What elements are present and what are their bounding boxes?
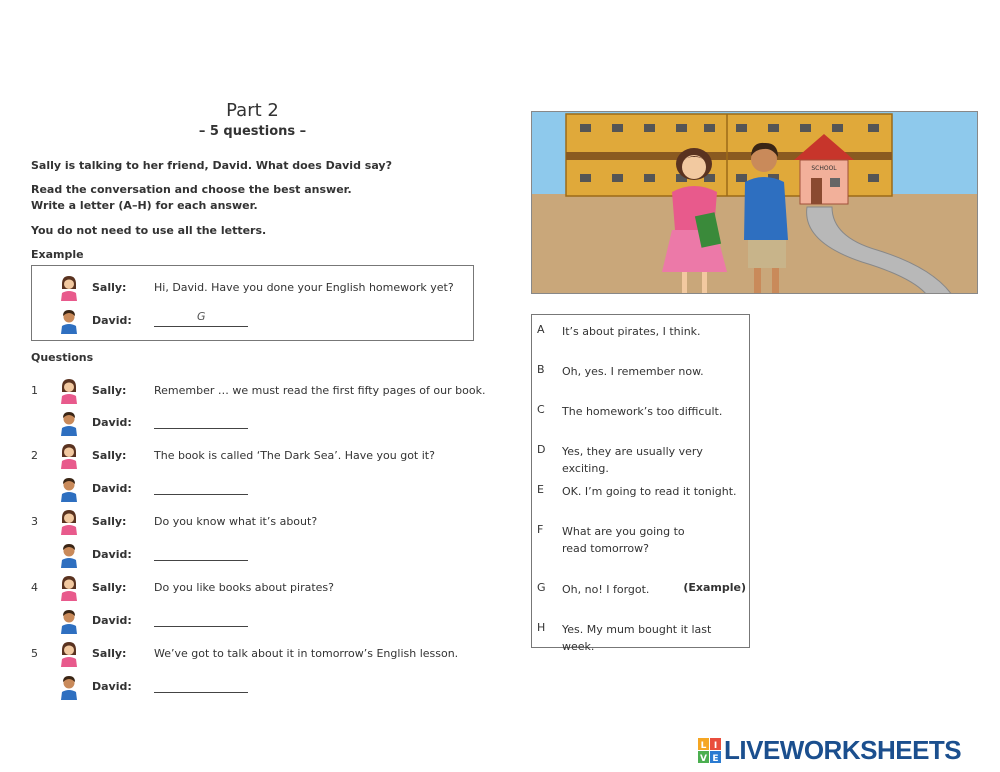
- speaker-david: David:: [92, 482, 132, 495]
- page-title: Part 2: [226, 100, 279, 121]
- svg-text:E: E: [712, 754, 719, 764]
- school-scene-illustration: [531, 111, 978, 294]
- example-label: Example: [31, 248, 84, 261]
- speaker-david: David:: [92, 680, 132, 693]
- question-number: 1: [31, 384, 38, 397]
- answer-row: [31, 674, 511, 702]
- question-number: 3: [31, 515, 38, 528]
- option-letter: C: [537, 403, 545, 416]
- page-subtitle: – 5 questions –: [198, 124, 307, 139]
- question-row: [31, 443, 511, 471]
- question-line: Do you like books about pirates?: [154, 581, 334, 594]
- answer-input-1[interactable]: [154, 428, 248, 429]
- option-text: Oh, no! I forgot.: [562, 583, 650, 596]
- answer-options-box: [531, 314, 750, 653]
- answer-row: [31, 410, 511, 438]
- option-text: It’s about pirates, I think.: [562, 325, 701, 338]
- answer-input-5[interactable]: [154, 692, 248, 693]
- david-avatar-icon: [58, 410, 80, 436]
- sally-avatar-icon: [58, 575, 80, 601]
- option-letter: E: [537, 483, 544, 496]
- speaker-sally: Sally:: [92, 449, 127, 462]
- option-letter: F: [537, 523, 544, 536]
- question-row: [31, 575, 511, 603]
- example-box: [31, 265, 474, 341]
- svg-text:V: V: [700, 754, 707, 764]
- option-text: The homework’s too difficult.: [562, 405, 723, 418]
- example-marker: (Example): [683, 581, 746, 594]
- question-number: 4: [31, 581, 38, 594]
- questions-list: [31, 378, 511, 708]
- question-line: Do you know what it’s about?: [154, 515, 318, 528]
- option-letter: B: [537, 363, 545, 376]
- sally-avatar-icon: [58, 275, 80, 301]
- question-number: 5: [31, 647, 38, 660]
- sally-avatar-icon: [58, 641, 80, 667]
- question-number: 2: [31, 449, 38, 462]
- answer-input-4[interactable]: [154, 626, 248, 627]
- question-row: [31, 509, 511, 537]
- question-line: We’ve got to talk about it in tomorrow’s English lesson.: [154, 647, 459, 660]
- option-text: What are you going to read tomorrow?: [562, 525, 685, 555]
- question-row: [31, 641, 511, 669]
- sally-avatar-icon: [58, 509, 80, 535]
- questions-label: Questions: [31, 351, 94, 364]
- speaker-david: David:: [92, 314, 132, 327]
- answer-row: [31, 608, 511, 636]
- question-row: [31, 378, 511, 406]
- question-line: The book is called ‘The Dark Sea’. Have you got it?: [154, 449, 435, 462]
- example-answer-blank: [154, 326, 248, 327]
- david-avatar-icon: [58, 542, 80, 568]
- david-avatar-icon: [58, 308, 80, 334]
- school-sign: SCHOOL: [811, 165, 837, 172]
- david-avatar-icon: [58, 674, 80, 700]
- sally-avatar-icon: [58, 378, 80, 404]
- answer-input-3[interactable]: [154, 560, 248, 561]
- speaker-sally: Sally:: [92, 281, 127, 294]
- speaker-david: David:: [92, 614, 132, 627]
- liveworksheets-logo-text: LIVEWORKSHEETS: [724, 735, 962, 765]
- option-text: Yes, they are usually very exciting.: [562, 445, 703, 475]
- option-text: Oh, yes. I remember now.: [562, 365, 704, 378]
- instruction-4: You do not need to use all the letters.: [31, 224, 267, 237]
- liveworksheets-logo-icon: [698, 738, 722, 764]
- speaker-david: David:: [92, 548, 132, 561]
- svg-text:L: L: [700, 741, 707, 751]
- sally-avatar-icon: [58, 443, 80, 469]
- instruction-1: Sally is talking to her friend, David. What does David say?: [31, 159, 392, 172]
- option-letter: D: [537, 443, 546, 456]
- answer-row: [31, 542, 511, 570]
- speaker-sally: Sally:: [92, 647, 127, 660]
- answer-input-2[interactable]: [154, 494, 248, 495]
- option-letter: A: [537, 323, 545, 336]
- david-avatar-icon: [58, 476, 80, 502]
- option-text: OK. I’m going to read it tonight.: [562, 485, 737, 498]
- option-letter: H: [537, 621, 546, 634]
- svg-text:I: I: [713, 741, 718, 751]
- speaker-sally: Sally:: [92, 581, 127, 594]
- instruction-2: Read the conversation and choose the best answer.: [31, 183, 352, 196]
- option-letter: G: [537, 581, 546, 594]
- option-text: Yes. My mum bought it last week.: [562, 623, 712, 653]
- speaker-sally: Sally:: [92, 384, 127, 397]
- example-answer: G: [197, 310, 206, 323]
- speaker-david: David:: [92, 416, 132, 429]
- speaker-sally: Sally:: [92, 515, 127, 528]
- question-line: Remember … we must read the first fifty pages of our book.: [154, 384, 486, 397]
- david-avatar-icon: [58, 608, 80, 634]
- instruction-3: Write a letter (A–H) for each answer.: [31, 199, 258, 212]
- answer-row: [31, 476, 511, 504]
- example-sally-line: Hi, David. Have you done your English homework yet?: [154, 281, 454, 294]
